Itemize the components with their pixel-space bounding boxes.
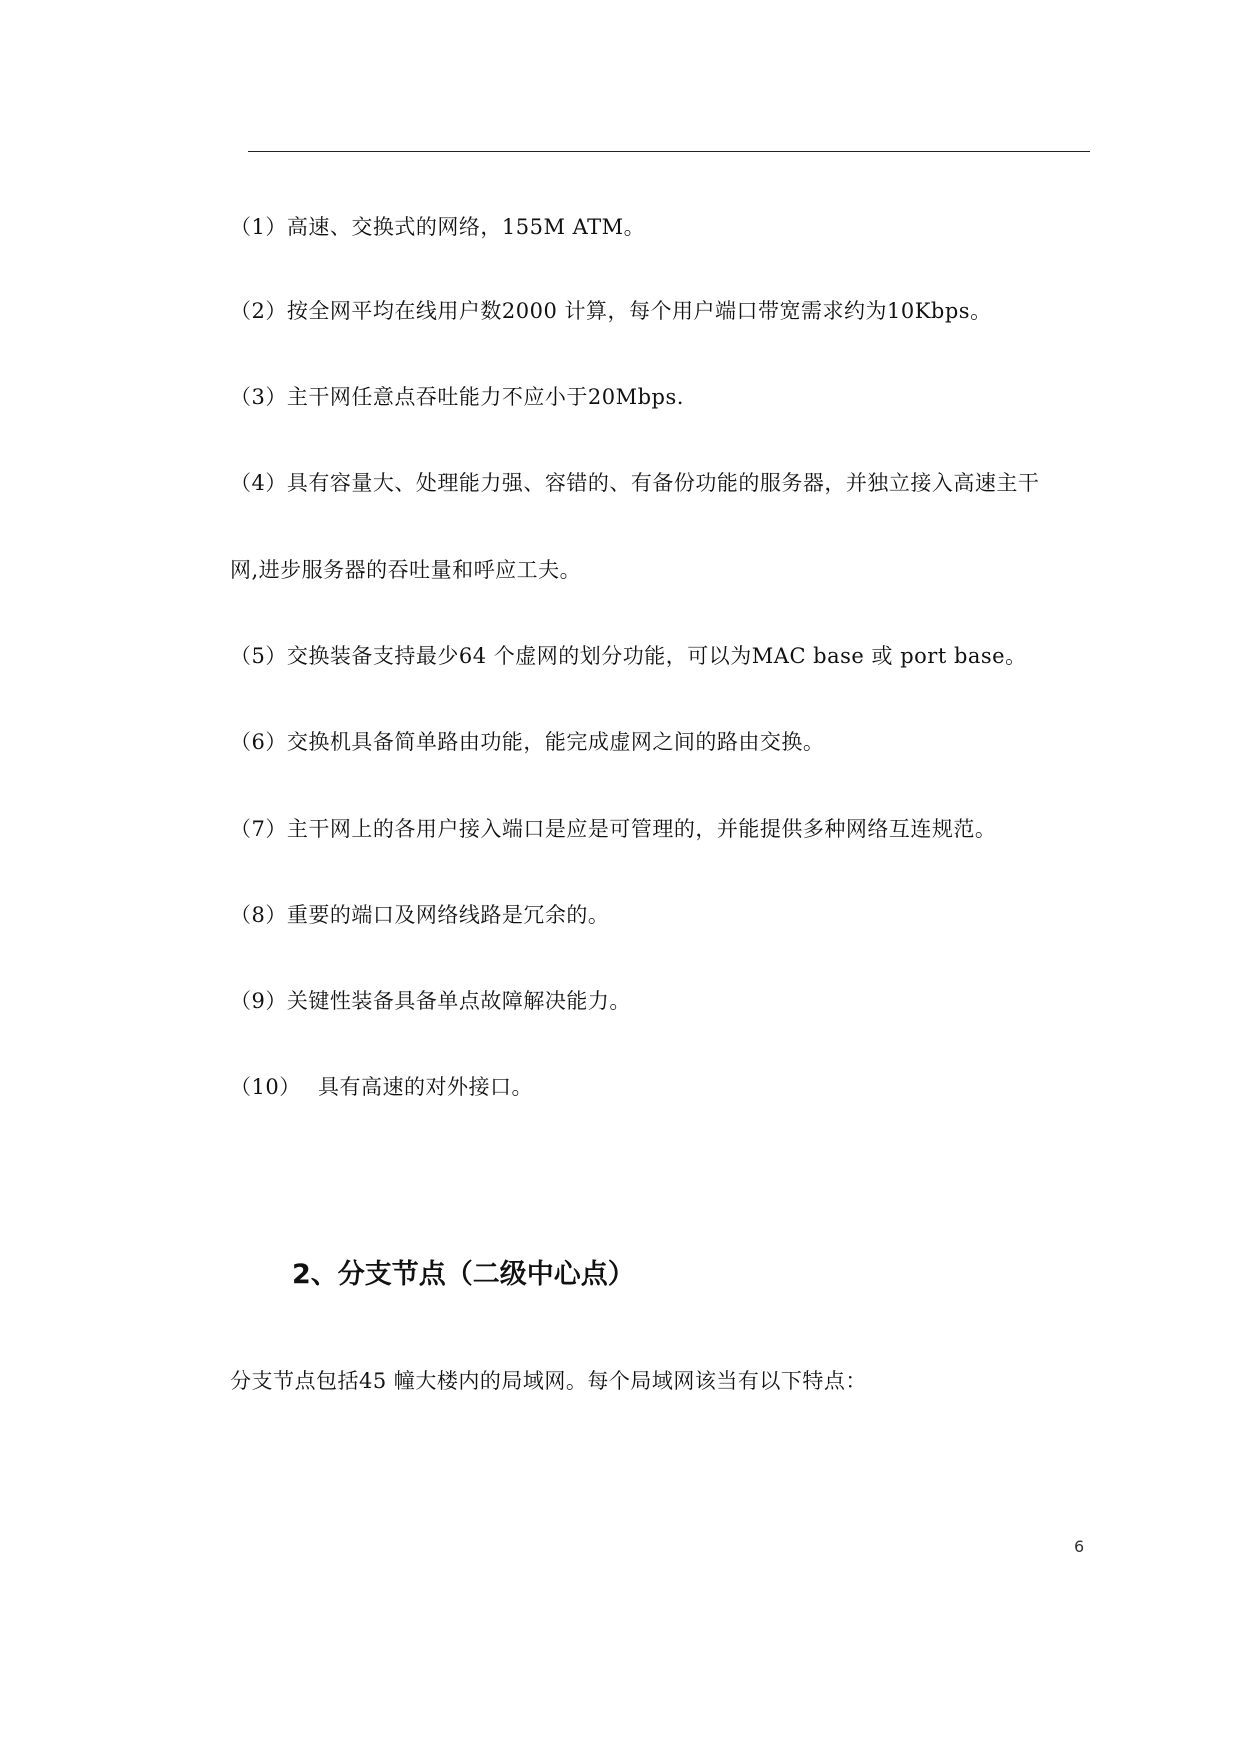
list-item-text: 重要的端口及网络线路是冗余的。 <box>286 903 610 927</box>
list-item-text: 交换装备支持最少64 个虚网的划分功能，可以为MAC base 或 port base。 <box>286 644 1027 668</box>
list-item-text: 主干网上的各用户接入端口是应是可管理的，并能提供多种网络互连规范。 <box>286 817 997 841</box>
list-item-3 <box>230 383 684 411</box>
header-rule <box>248 151 1090 152</box>
list-item-1 <box>230 213 645 241</box>
list-item-number: （3） <box>230 385 287 409</box>
list-item-number: （5） <box>230 644 287 668</box>
section-intro: 分支节点包括45 幢大楼内的局域网。每个局域网该当有以下特点： <box>230 1369 867 1393</box>
list-item-number: （4） <box>230 471 287 495</box>
list-item-text: 按全网平均在线用户数2000 计算，每个用户端口带宽需求约为10Kbps。 <box>286 299 992 323</box>
list-item-text: 高速、交换式的网络，155M ATM。 <box>286 215 646 239</box>
list-item-text: 具有高速的对外接口。 <box>318 1075 533 1099</box>
list-item-number: （7） <box>230 817 287 841</box>
list-item-9 <box>230 987 631 1015</box>
list-item-text: 关键性装备具备单点故障解决能力。 <box>286 989 631 1013</box>
list-item-number: （10） <box>230 1075 301 1099</box>
list-item-number: （8） <box>230 903 287 927</box>
list-item-2 <box>230 297 992 325</box>
list-item-4-continued <box>230 556 581 584</box>
list-item-text: 主干网任意点吞吐能力不应小于20Mbps. <box>286 385 684 409</box>
list-item-text: 网,进步服务器的吞吐量和呼应工夫。 <box>230 558 582 582</box>
list-item-4 <box>230 469 1039 497</box>
list-item-number: （2） <box>230 299 287 323</box>
list-item-5 <box>230 642 1027 670</box>
list-item-6 <box>230 728 824 756</box>
list-item-number: （1） <box>230 215 287 239</box>
list-item-text: 交换机具备简单路由功能，能完成虚网之间的路由交换。 <box>286 730 825 754</box>
page-number: 6 <box>1074 1537 1085 1556</box>
list-item-text: 具有容量大、处理能力强、容错的、有备份功能的服务器，并独立接入高速主干 <box>286 471 1040 495</box>
section-heading: 2、分支节点（二级中心点） <box>292 1259 635 1290</box>
list-item-number: （6） <box>230 730 287 754</box>
list-item-8 <box>230 901 609 929</box>
list-item-7 <box>230 815 996 843</box>
list-item-10 <box>230 1073 533 1101</box>
list-item-number: （9） <box>230 989 287 1013</box>
